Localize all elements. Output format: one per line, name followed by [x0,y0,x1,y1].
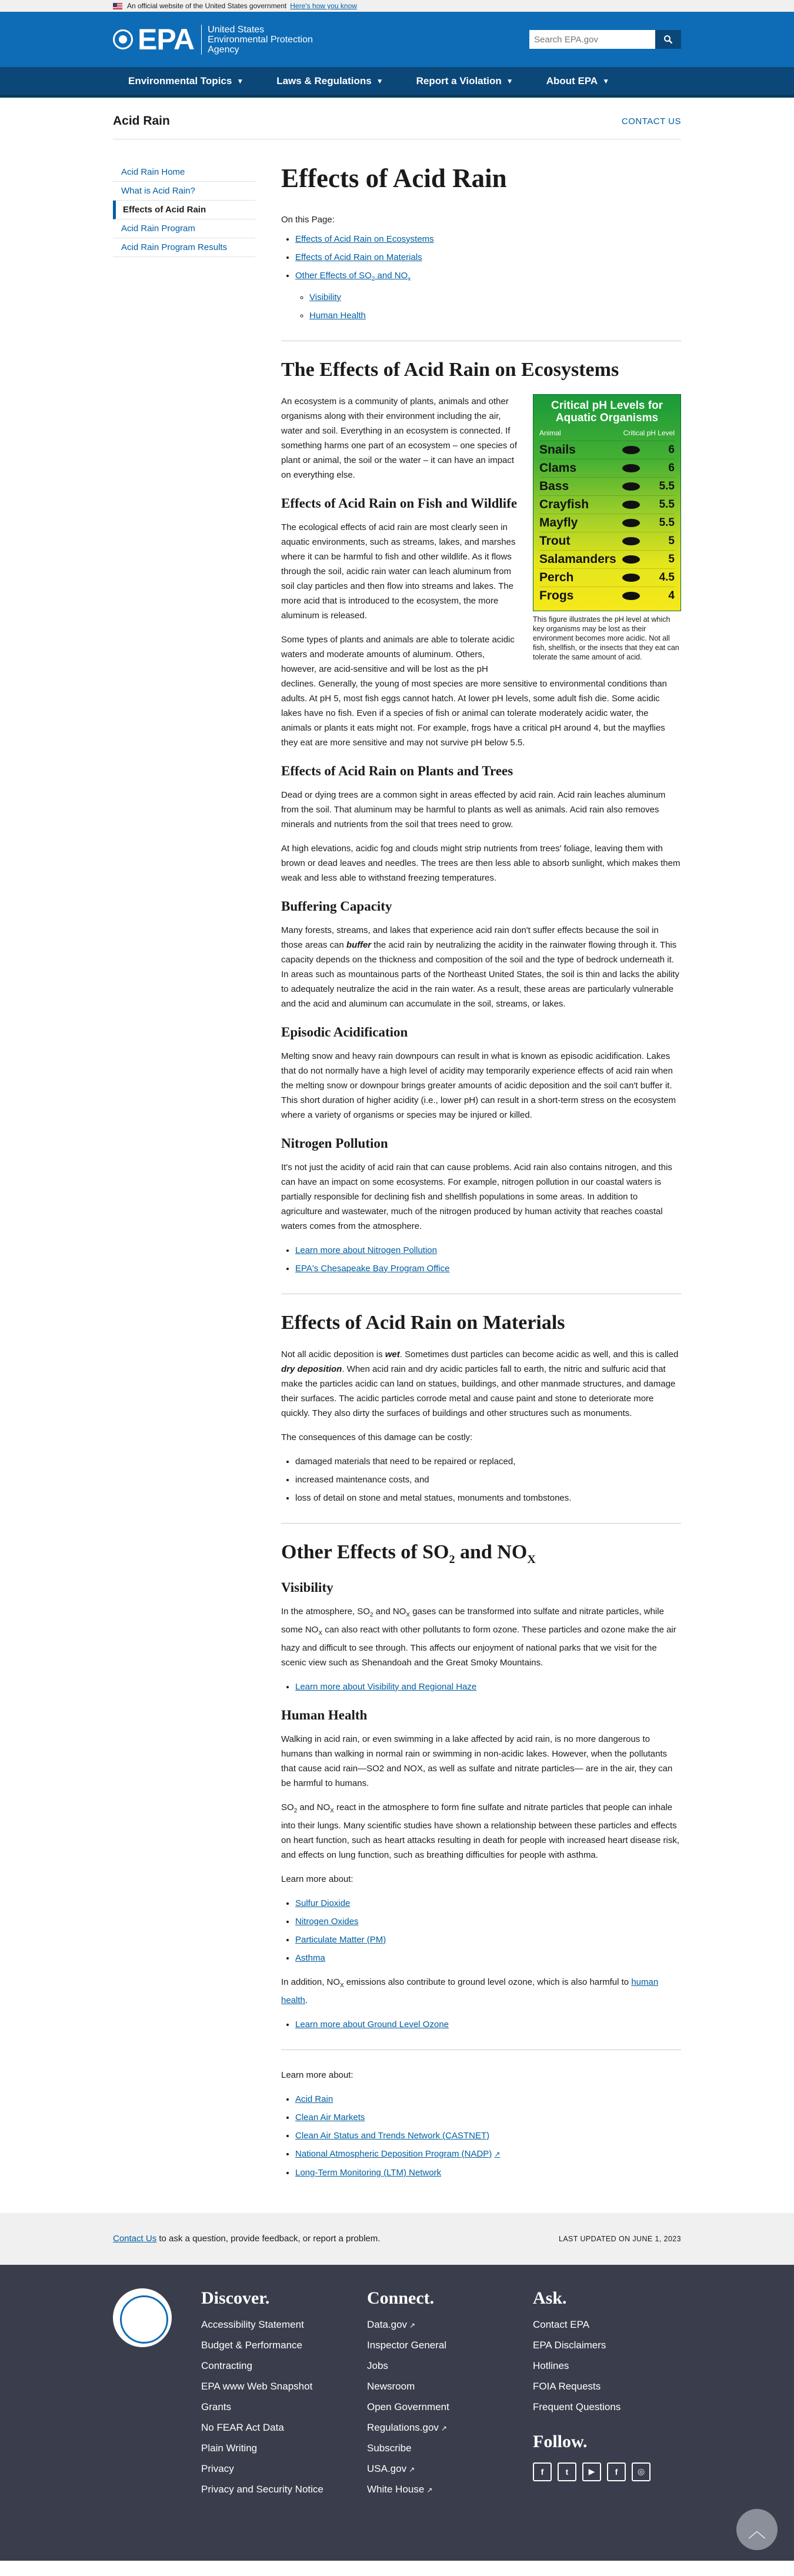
visibility-paragraph: In the atmosphere, $SO_2$ and $NO_X$ gases can be transformed into sulfate and nitrate particles, while some $NO_X$ can also react with other pollutants to form ozone. These particles and ozone make the air hazy and difficult to see through. This affects our enjoyment of national parks that we visit for the scenic view such as Shenandoah and the Great Smoky Mountains. [281,1606,676,1668]
final-links [281,2092,681,2180]
ph-rows [539,441,675,605]
nitrogen-pollution-link[interactable]: Learn more about Nitrogen Pollution [295,1245,437,1255]
figure-caption: This figure illustrates the pH level at which key organisms may be lost as their environment becomes more acidic. Not all fish, shellfish, or the insects that they eat can tolerate the same amount of acid. [533,615,679,661]
footer-link[interactable]: Subscribe [367,2442,412,2454]
ph-value: 5 [668,535,675,547]
chevron-down-icon: ▼ [602,76,610,85]
logo-text: EPA [138,23,195,56]
fish-paragraph-2: Some types of plants and animals are able to tolerate acidic waters and moderate amounts of aluminum. Others, however, are acid-sensitive and will be lost as the pH declines. Generally, the young of most species are more sensitive to environmental conditions than adults. At pH 5, most fish eggs cannot hatch. At lower pH levels, some adult fish die. Some acidic lakes have no fish. Even if a species of fish or animal can tolerate moderately acidic water, the animals or plants it eats might not. For example, frogs have a critical pH around 4, but the mayflies they eat are more sensitive and may not survive pH below 5.5. [281,635,667,748]
epa-seal-icon [113,29,133,49]
human-health-heading: Human Health [281,1707,368,1722]
materials-paragraph-2: The consequences of this damage can be costly: [281,1432,473,1442]
list-item: • increased maintenance costs, and [295,1472,681,1487]
animal-silhouette-icon [618,553,646,566]
footer-link[interactable]: Inspector General [367,2339,447,2351]
back-to-top-button[interactable] [736,2509,778,2550]
health-paragraph-1: Walking in acid rain, or even swimming in a lake affected by acid rain, is no more dangerous to humans than walking in normal rain or swimming in non-acidic lakes. However, when the pollutants that cause acid rain—SO2 and NOX, as well as sulfate and nitrate particles— are in the air, they can be harmful to humans. [281,1734,673,1788]
on-page-link-human-health[interactable]: Human Health [309,311,366,321]
footer-link[interactable]: FOIA Requests [533,2380,601,2392]
footer-link[interactable]: Grants [201,2401,232,2412]
facebook-icon[interactable]: f [533,2462,552,2481]
section-title: Acid Rain [113,114,170,128]
footer-link[interactable]: Accessibility Statement [201,2318,304,2330]
clean-air-markets-link[interactable]: Clean Air Markets [295,2112,365,2122]
materials-heading: Effects of Acid Rain on Materials [281,1312,565,1334]
footer-link[interactable]: Frequent Questions [533,2401,621,2412]
ph-value: 5.5 [659,498,675,511]
footer-link[interactable]: White House ↗ [367,2483,433,2495]
animal-silhouette-icon [618,480,646,493]
footer-link[interactable]: USA.gov ↗ [367,2462,415,2474]
footer-link[interactable]: Regulations.gov ↗ [367,2421,447,2433]
ph-row [539,441,675,459]
site-search [529,30,681,49]
chevron-down-icon: ▼ [236,76,244,85]
ph-row [539,459,675,477]
nadp-link[interactable]: National Atmospheric Deposition Program (NADP) ↗ [295,2148,501,2159]
buffering-heading: Buffering Capacity [281,899,392,914]
ph-value: 5.5 [659,480,675,492]
external-link-icon: ↗ [426,2485,433,2494]
ph-animal-label: Frogs [539,589,574,602]
buffering-paragraph: Many forests, streams, and lakes that experience acid rain don't suffer effects because the soil in those areas can buffer the acid rain by neutralizing the acidity in the rainwater flowing through it. This capacity depends on the thickness and composition of the soil and the type of bedrock underneath it. In areas such as mountainous parts of the Northeast United States, the soil is thin and lacks the ability to adequately neutralize the acid in the rain water. As a result, these areas are particularly vulnerable and the acid and aluminum can accumulate in the soil, streams, or lakes. [281,925,680,1009]
contact-strip [0,2213,794,2265]
ph-animal-label: Salamanders [539,552,616,566]
figure-col-level: Critical pH Level [623,429,675,437]
sidenav-program-results[interactable]: Acid Rain Program Results [113,238,255,257]
visibility-haze-link[interactable]: Learn more about Visibility and Regional Haze [295,1681,477,1692]
animal-silhouette-icon [618,498,646,511]
ph-row [539,532,675,550]
on-page-link-materials[interactable]: Effects of Acid Rain on Materials [295,252,422,262]
ph-levels-chart [533,394,681,611]
contact-us-footer-link[interactable]: Contact Us [113,2234,157,2244]
ph-figure [533,394,681,662]
footer-follow-title: Follow. [533,2431,588,2451]
ph-animal-label: Crayfish [539,498,589,511]
ph-animal-label: Snails [539,443,576,456]
ph-animal-label: Perch [539,571,574,584]
nitrogen-oxides-link[interactable]: Nitrogen Oxides [295,1916,359,1927]
ph-value: 6 [668,444,675,456]
main-content [281,163,681,2213]
page-title: Effects of Acid Rain [281,164,507,193]
list-item: • damaged materials that need to be repaired or replaced, [295,1454,681,1469]
ozone-paragraph: In addition, $NO_X$ emissions also contribute to ground level ozone, which is also harmful to human health. [281,1977,659,2005]
external-link-icon: ↗ [441,2424,447,2432]
chevron-down-icon: ▼ [506,76,513,85]
search-button[interactable] [655,30,681,49]
nav-report-violation[interactable]: Report a Violation ▼ [416,75,513,86]
footer-link[interactable]: Plain Writing [201,2442,258,2454]
main-nav [0,67,794,98]
footer-connect [367,2288,533,2561]
on-page-list [281,232,681,323]
flickr-icon[interactable]: f [607,2462,626,2481]
agency-name: United States Environmental Protection Agency [201,25,313,55]
external-link-icon: ↗ [494,2150,501,2158]
figure-col-animal: Animal [539,429,561,437]
footer-link[interactable]: Privacy [201,2462,234,2474]
footer-link[interactable]: Budget & Performance [201,2339,302,2351]
ph-animal-label: Clams [539,461,577,475]
health-paragraph-2: $SO_2$ and $NO_X$ react in the atmosphere to form fine sulfate and nitrate particles that people can inhale into their lungs. Many scientific studies have shown a relationship between these particles and effects on heart function, such as heart attacks resulting in death for people with increased heart disease risk, and effects on lung function, such as breathing difficulties for people with asthma. [281,1802,680,1860]
particulate-matter-link[interactable]: Particulate Matter (PM) [295,1934,386,1945]
gov-banner [0,0,794,12]
plants-paragraph-1: Dead or dying trees are a common sight in areas effected by acid rain. Acid rain leaches aluminum from the soil. That aluminum may be harmful to plants as well as animals. Acid rain also removes minerals and nutrients from the soil that trees need to grow. [281,790,666,829]
footer-discover-title: Discover. [201,2288,270,2308]
epa-logo[interactable] [113,22,313,56]
search-input[interactable] [529,30,655,49]
footer-discover [201,2288,367,2561]
sidenav [113,163,255,2213]
us-flag-icon [113,3,122,9]
materials-damage-list [281,1454,681,1505]
ecosystems-intro: An ecosystem is a community of plants, animals and other organisms along with their environment including the air, water and soil. Everything in an ecosystem is connected. If something harms one part of an ecosystem – one species of plant or animal, the soil or the water – it can have an impact on everything else. [281,396,518,480]
footer-link[interactable]: Jobs [367,2360,388,2371]
learn-more-label: Learn more about: [281,1874,353,1884]
ph-value: 5 [668,553,675,565]
animal-silhouette-icon [618,589,646,602]
instagram-icon[interactable]: ◎ [632,2462,650,2481]
ph-value: 4 [668,589,675,602]
sidenav-what-is-acid-rain[interactable]: What is Acid Rain? [113,182,255,201]
on-page-label: On this Page: [281,215,335,225]
ph-row [539,586,675,605]
youtube-icon[interactable]: ▶ [582,2462,601,2481]
figure-title: Critical pH Levels for Aquatic Organisms [551,399,663,424]
animal-silhouette-icon [618,571,646,584]
nav-laws-regulations[interactable]: Laws & Regulations ▼ [276,75,383,86]
sidenav-acid-rain-program[interactable]: Acid Rain Program [113,219,255,238]
acid-rain-link[interactable]: Acid Rain [295,2094,333,2104]
on-page-link-visibility[interactable]: Visibility [309,292,341,302]
on-page-link-other-effects[interactable]: Other Effects of $SO_2$ and $NO_x$ [295,271,411,282]
footer-link[interactable]: Contact EPA [533,2318,590,2330]
footer-link[interactable]: Data.gov ↗ [367,2318,416,2330]
contact-us-link[interactable]: CONTACT US [621,116,681,126]
ph-row [539,514,675,532]
footer-ask-title: Ask. [533,2288,567,2308]
chesapeake-bay-link[interactable]: EPA's Chesapeake Bay Program Office [295,1264,450,1274]
footer-link[interactable]: Contracting [201,2360,252,2371]
health-links [281,1896,681,1965]
other-effects-heading: Other Effects of $SO_2$ and $NO_X$ [281,1541,536,1566]
on-page-link-ecosystems[interactable]: Effects of Acid Rain on Ecosystems [295,234,434,244]
nitrogen-links [281,1243,681,1276]
plants-paragraph-2: At high elevations, acidic fog and clouds might strip nutrients from trees' foliage, leaving them with brown or dead leaves and needles. The trees are then less able to absorb sunlight, which makes them weak and less able to withstand freezing temperatures. [281,844,680,883]
heres-how-you-know-link[interactable]: Here's how you know [290,2,357,10]
animal-silhouette-icon [618,516,646,529]
ground-level-ozone-link[interactable]: Learn more about Ground Level Ozone [295,2019,449,2030]
animal-silhouette-icon [618,462,646,475]
ph-row [539,477,675,495]
ph-value: 6 [668,462,675,474]
footer-link[interactable]: EPA www Web Snapshot [201,2380,313,2392]
site-header [0,12,794,67]
episodic-paragraph: Melting snow and heavy rain downpours can result in what is known as episodic acidification. Lakes that do not normally have a high level of acidity may temporarily experience effects of acid rain when the melting snow or downpour brings greater amounts of acidic deposition and the soil can't buffer it. This short duration of higher acidity (i.e., lower pH) can result in a short-term stress on the ecosystem where a variety of organisms or species may be injured or killed. [281,1051,676,1120]
ph-value: 4.5 [659,571,675,584]
footer-ask [533,2288,699,2561]
site-footer [0,2265,794,2561]
last-updated: LAST UPDATED ON JUNE 1, 2023 [558,2234,681,2243]
footer-link[interactable]: Hotlines [533,2360,569,2371]
footer-link[interactable]: Privacy and Security Notice [201,2483,323,2495]
ph-row [539,568,675,586]
ph-row [539,495,675,514]
animal-silhouette-icon [618,535,646,548]
footer-link[interactable]: Newsroom [367,2380,415,2392]
final-learn-more-label: Learn more about: [281,2070,353,2080]
footer-link[interactable]: EPA Disclaimers [533,2339,606,2351]
ph-animal-label: Mayfly [539,516,578,529]
section-header [113,98,681,139]
sidenav-acid-rain-home[interactable]: Acid Rain Home [113,163,255,182]
ph-animal-label: Trout [539,534,571,548]
sulfur-dioxide-link[interactable]: Sulfur Dioxide [295,1898,351,1908]
fish-wildlife-heading: Effects of Acid Rain on Fish and Wildlife [281,496,518,511]
search-icon [663,35,673,44]
materials-paragraph-1: Not all acidic deposition is wet. Sometimes dust particles can become acidic as well, and this is called dry deposition. When acid rain and dry acidic particles fall to earth, the nitric and sulfuric acid that make the particles acidic can land on statues, buildings, and other manmade structures, and damage their surfaces. The acidic particles corrode metal and cause paint and stone to deteriorate more quickly. They also dirty the surfaces of buildings and other structures such as monuments. [281,1349,679,1418]
ph-animal-label: Bass [539,479,569,493]
sidenav-effects-of-acid-rain[interactable]: Effects of Acid Rain [113,201,255,219]
twitter-icon[interactable]: t [558,2462,576,2481]
asthma-link[interactable]: Asthma [295,1952,325,1963]
divider [281,1523,681,1524]
contact-strip-text: to ask a question, provide feedback, or report a problem. [156,2234,381,2244]
chevron-up-icon: ︿ [748,2521,766,2541]
episodic-heading: Episodic Acidification [281,1025,408,1039]
ltm-network-link[interactable]: Long-Term Monitoring (LTM) Network [295,2167,442,2178]
fish-paragraph-1: The ecological effects of acid rain are most clearly seen in aquatic environments, such as streams, lakes, and marshes where it can be harmful to fish and other wildlife. As it flows through the soil, acidic rain water can leach aluminum from soil clay particles and then flow into streams and lakes. The more acid that is introduced to the ecosystem, the more aluminum is released. [281,522,516,621]
epa-footer-seal-icon [113,2288,172,2347]
castnet-link[interactable]: Clean Air Status and Trends Network (CASTNET) [295,2130,490,2141]
external-link-icon: ↗ [409,2465,415,2474]
plants-trees-heading: Effects of Acid Rain on Plants and Trees [281,764,513,778]
chevron-down-icon: ▼ [376,76,383,85]
nav-about-epa[interactable]: About EPA ▼ [546,75,610,86]
nitrogen-paragraph: It's not just the acidity of acid rain that can cause problems. Acid rain also contains nitrogen, and this can have an impact on some ecosystems. For example, nitrogen pollution in our coastal waters is partially responsible for declining fish and shellfish populations in some areas. In addition to agriculture and wastewater, much of the nitrogen produced by human activity that reaches coastal waters comes from the atmosphere. [281,1162,672,1231]
ecosystems-heading: The Effects of Acid Rain on Ecosystems [281,359,619,381]
animal-silhouette-icon [618,444,646,456]
nav-environmental-topics[interactable]: Environmental Topics ▼ [128,75,244,86]
footer-link[interactable]: No FEAR Act Data [201,2421,284,2433]
external-link-icon: ↗ [409,2321,416,2330]
human-health-link[interactable]: human health [281,1977,659,2005]
gov-banner-text: An official website of the United States government [127,2,287,10]
list-item: • loss of detail on stone and metal statues, monuments and tombstones. [295,1491,681,1505]
ph-row [539,550,675,568]
visibility-heading: Visibility [281,1579,333,1595]
footer-link[interactable]: Open Government [367,2401,449,2412]
ph-value: 5.5 [659,516,675,529]
social-links [533,2462,699,2481]
nitrogen-heading: Nitrogen Pollution [281,1136,388,1151]
footer-connect-title: Connect. [367,2288,435,2308]
